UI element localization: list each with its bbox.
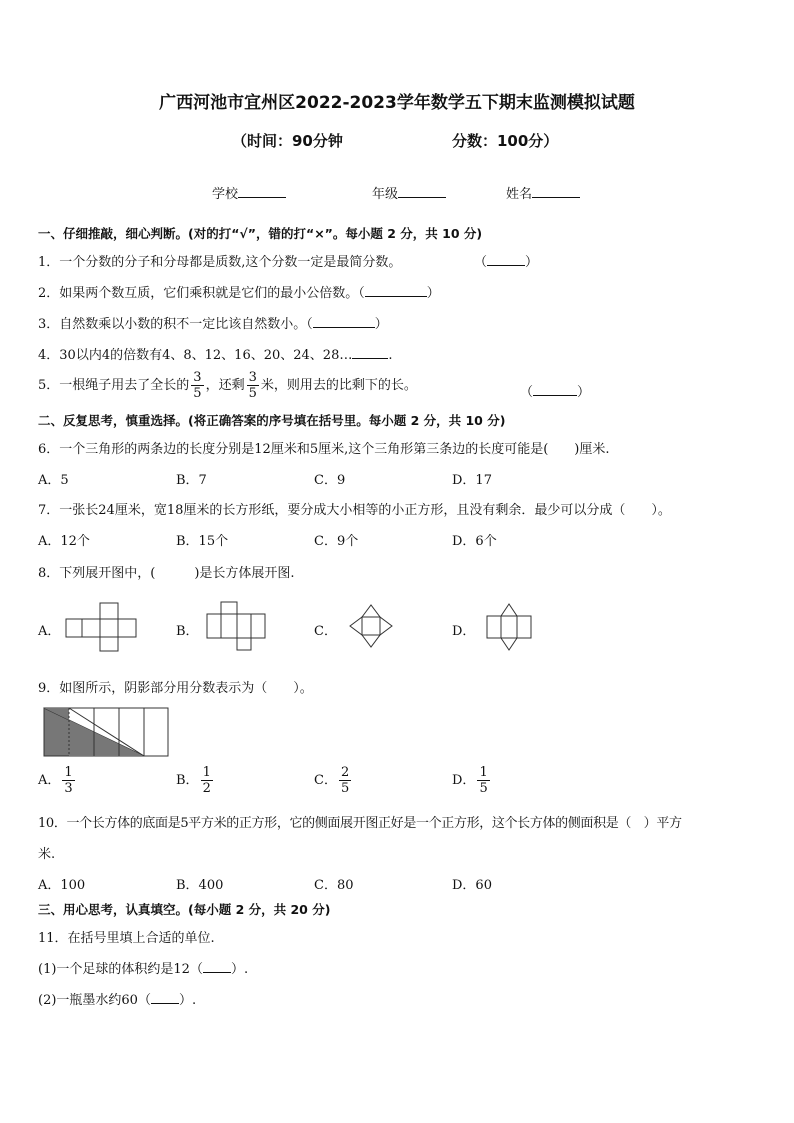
numerator: 3 bbox=[248, 370, 257, 385]
option-a[interactable]: A．5 bbox=[38, 473, 69, 488]
school-field[interactable] bbox=[212, 183, 286, 202]
net-a-figure bbox=[66, 603, 138, 651]
question-5-pre: 5．一根绳子用去了全长的 bbox=[38, 378, 190, 393]
option-d[interactable]: D．17 bbox=[452, 473, 492, 488]
question-1-text: 1．一个分数的分子和分母都是质数,这个分数一定是最简分数。 bbox=[38, 255, 402, 270]
denominator: 5 bbox=[193, 386, 202, 401]
period: . bbox=[388, 348, 393, 363]
fraction bbox=[339, 765, 351, 796]
numerator: 3 bbox=[193, 370, 202, 385]
fraction bbox=[477, 765, 489, 796]
question-4[interactable] bbox=[38, 344, 392, 363]
option-a[interactable]: A．100 bbox=[38, 878, 86, 893]
question-5-post: 米，则用去的比剩下的长。 bbox=[260, 378, 417, 393]
option-c[interactable]: C．9 bbox=[314, 473, 346, 488]
question-8: 8．下列展开图中，( )是长方体展开图. bbox=[38, 566, 295, 581]
paren: ） bbox=[374, 317, 388, 332]
denominator: 2 bbox=[202, 781, 211, 796]
q9-shaded-figure bbox=[44, 708, 170, 758]
part-2-text: (2)一瓶墨水约60（ bbox=[38, 993, 151, 1008]
question-1 bbox=[38, 251, 401, 270]
denominator: 3 bbox=[64, 781, 73, 796]
grade-field[interactable] bbox=[372, 183, 446, 202]
question-7: 7．一张长24厘米，宽18厘米的长方形纸，要分成大小相等的小正方形，且没有剩余．最少可以分成（ ）。 bbox=[38, 503, 671, 518]
question-3-text: 3．自然数乘以小数的积不一定比该自然数小。（ bbox=[38, 317, 313, 332]
option-c[interactable]: C． bbox=[314, 624, 337, 639]
fraction bbox=[201, 765, 213, 796]
denominator: 5 bbox=[479, 781, 488, 796]
net-b-figure bbox=[207, 602, 267, 650]
question-10-cont: 米. bbox=[38, 847, 56, 862]
question-1-answer[interactable] bbox=[474, 251, 538, 270]
option-b[interactable] bbox=[176, 765, 215, 796]
fraction bbox=[62, 765, 74, 796]
option-a[interactable] bbox=[38, 765, 77, 796]
net-c-figure bbox=[350, 605, 392, 647]
question-4-text: 4．30以内4的倍数有4、8、12、16、20、24、28… bbox=[38, 348, 353, 363]
page-title: 广西河池市宜州区2022-2023学年数学五下期末监测模拟试题 bbox=[159, 93, 635, 113]
question-10: 10．一个长方体的底面是5平方米的正方形，它的侧面展开图正好是一个正方形，这个长方体的侧面积是（ ）平方 bbox=[38, 816, 682, 831]
question-2[interactable] bbox=[38, 282, 440, 301]
question-6: 6．一个三角形的两条边的长度分别是12厘米和5厘米,这个三角形第三条边的长度可能是( )厘米. bbox=[38, 442, 610, 457]
question-11-part-1[interactable] bbox=[38, 958, 248, 977]
question-5-answer[interactable] bbox=[520, 381, 590, 400]
option-label: A． bbox=[38, 773, 61, 788]
question-3[interactable] bbox=[38, 313, 388, 332]
option-a[interactable]: A． bbox=[38, 624, 61, 639]
question-11-part-2[interactable] bbox=[38, 989, 196, 1008]
option-c[interactable]: C．80 bbox=[314, 878, 354, 893]
denominator: 5 bbox=[248, 386, 257, 401]
numerator: 1 bbox=[479, 765, 488, 780]
numerator: 1 bbox=[202, 765, 211, 780]
question-11: 11．在括号里填上合适的单位. bbox=[38, 931, 215, 946]
option-d[interactable] bbox=[452, 765, 492, 796]
school-label: 学校 bbox=[212, 187, 239, 202]
name-label: 姓名 bbox=[506, 187, 533, 202]
fraction bbox=[191, 370, 203, 401]
grade-label: 年级 bbox=[372, 187, 399, 202]
option-b[interactable]: B． bbox=[176, 624, 199, 639]
option-label: D． bbox=[452, 773, 476, 788]
part-1-end: ）. bbox=[230, 962, 249, 977]
option-d[interactable]: D．60 bbox=[452, 878, 492, 893]
option-c[interactable] bbox=[314, 765, 353, 796]
exam-time: （时间：90分钟 bbox=[232, 132, 343, 150]
paren: （ bbox=[520, 385, 534, 400]
section-2-heading: 二、反复思考，慎重选择。(将正确答案的序号填在括号里。每小题 2 分，共 10 分) bbox=[38, 413, 506, 428]
option-d[interactable]: D． bbox=[452, 624, 476, 639]
paren: ） bbox=[525, 255, 539, 270]
question-2-text: 2．如果两个数互质，它们乘积就是它们的最小公倍数。（ bbox=[38, 286, 365, 301]
numerator: 2 bbox=[340, 765, 350, 780]
option-c[interactable]: C．9个 bbox=[314, 534, 359, 549]
option-b[interactable]: B．7 bbox=[176, 473, 207, 488]
question-5-mid: ，还剩 bbox=[205, 378, 245, 393]
fraction bbox=[247, 370, 259, 401]
part-2-end: ）. bbox=[178, 993, 197, 1008]
option-b[interactable]: B．15个 bbox=[176, 534, 229, 549]
paren: （ bbox=[474, 255, 488, 270]
option-d[interactable]: D．6个 bbox=[452, 534, 497, 549]
paren: ） bbox=[577, 385, 591, 400]
option-b[interactable]: B．400 bbox=[176, 878, 224, 893]
question-9: 9．如图所示，阴影部分用分数表示为（ ）。 bbox=[38, 681, 313, 696]
name-field[interactable] bbox=[506, 183, 580, 202]
question-5 bbox=[38, 370, 417, 401]
option-a[interactable]: A．12个 bbox=[38, 534, 90, 549]
denominator: 5 bbox=[340, 781, 350, 796]
net-d-figure bbox=[487, 604, 531, 650]
exam-score: 分数：100分） bbox=[452, 132, 559, 150]
part-1-text: (1)一个足球的体积约是12（ bbox=[38, 962, 203, 977]
option-label: B． bbox=[176, 773, 199, 788]
section-3-heading: 三、用心思考，认真填空。(每小题 2 分，共 20 分) bbox=[38, 902, 331, 917]
paren: ） bbox=[426, 286, 440, 301]
numerator: 1 bbox=[64, 765, 73, 780]
section-1-heading: 一、仔细推敲，细心判断。(对的打“√”，错的打“×”。每小题 2 分，共 10 分) bbox=[38, 226, 483, 241]
option-label: C． bbox=[314, 773, 337, 788]
